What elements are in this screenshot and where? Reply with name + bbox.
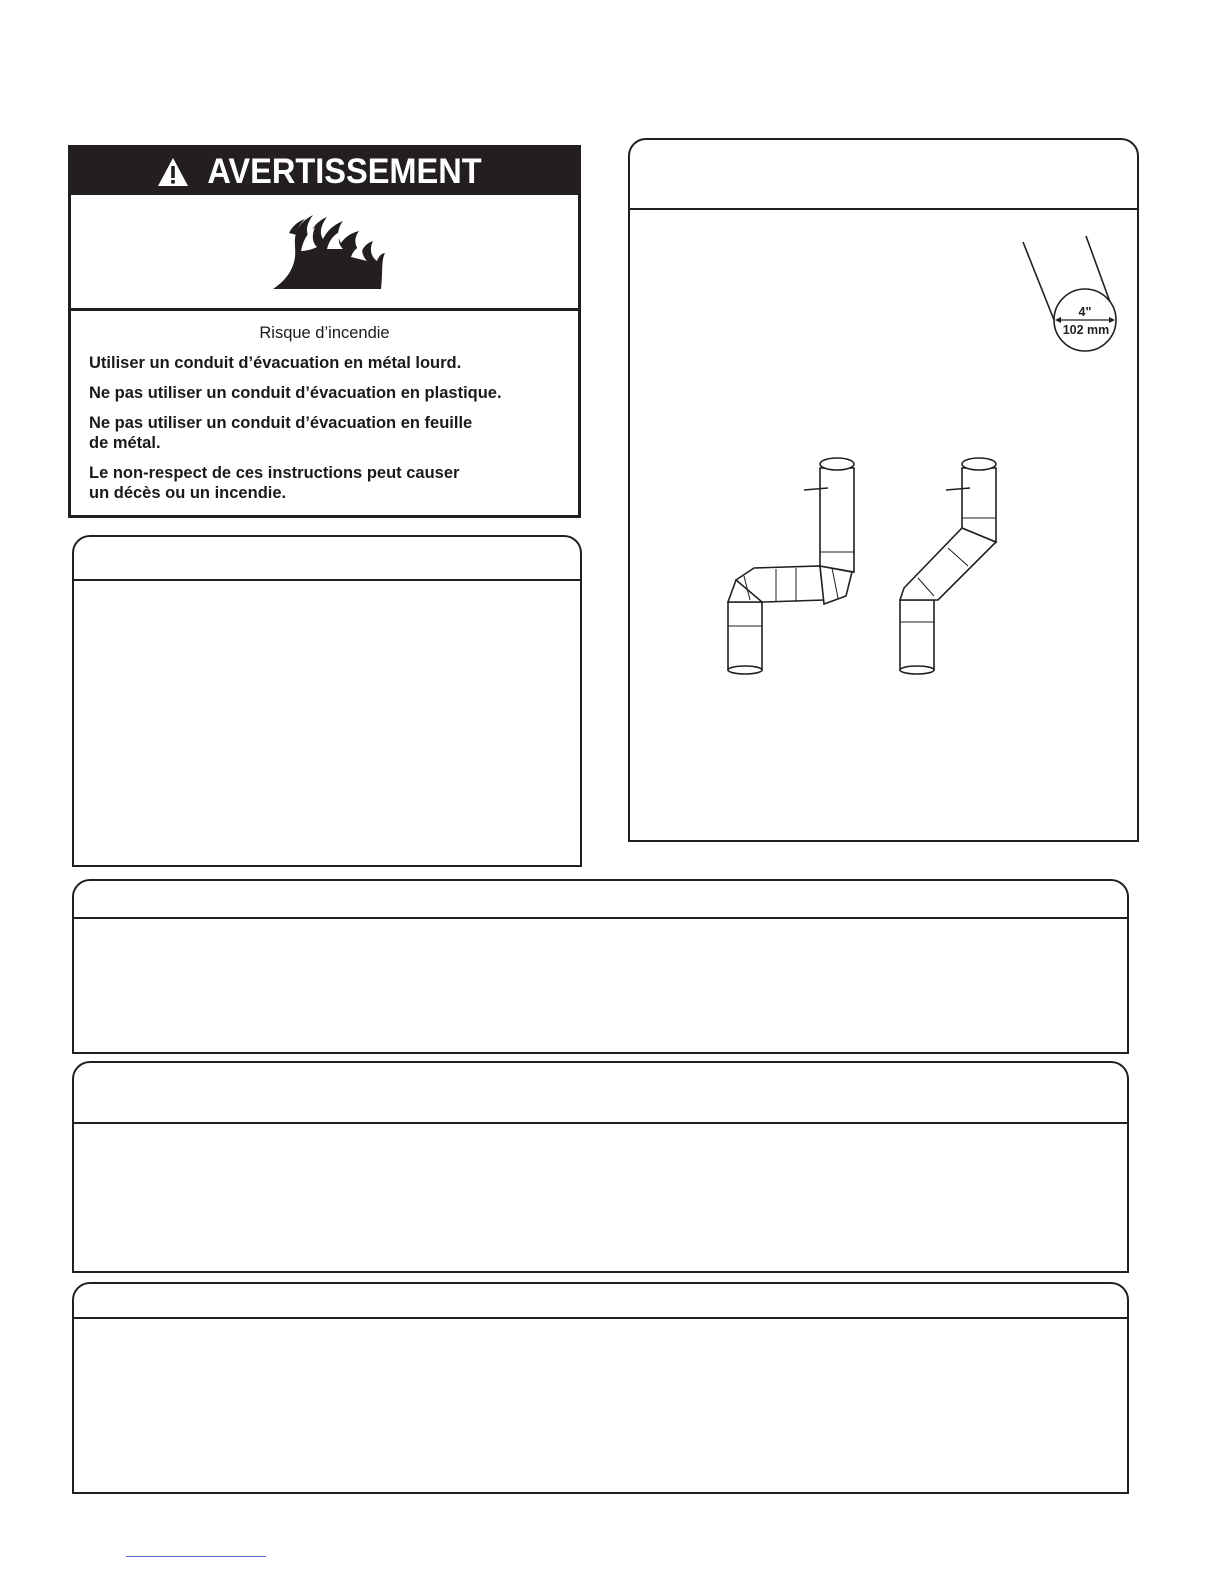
warning-line-3a: Ne pas utiliser un conduit d’évacuation en feuille (89, 414, 473, 432)
section-header-rule (74, 1122, 1127, 1124)
section-box-3 (72, 1282, 1129, 1494)
section-header-rule (74, 1317, 1127, 1319)
diameter-inches: 4" (1078, 305, 1092, 319)
section-box-left (72, 535, 582, 867)
warning-line-4a: Le non-respect de ces instructions peut causer (89, 464, 460, 482)
warning-text (71, 311, 578, 503)
section-box-2 (72, 1061, 1129, 1273)
duct-offset-right (900, 458, 996, 674)
section-box-1 (72, 879, 1129, 1054)
warning-line-3 (89, 413, 560, 453)
risk-title: Risque d’incendie (259, 324, 390, 342)
fire-pictogram (71, 195, 578, 311)
fire-icon (271, 211, 386, 291)
warning-line-3b: de métal. (89, 434, 161, 452)
duct-diagram (628, 138, 1138, 842)
diameter-mm: 102 mm (1062, 323, 1110, 337)
footer-link-line (126, 1556, 266, 1557)
section-header-rule (74, 579, 580, 581)
warning-triangle-icon (157, 157, 189, 187)
warning-line-4 (89, 463, 560, 503)
section-header-rule (74, 917, 1127, 919)
warning-line-2: Ne pas utiliser un conduit d’évacuation en plastique. (89, 384, 502, 402)
warning-header (71, 148, 578, 195)
warning-label (68, 145, 581, 518)
warning-title: AVERTISSEMENT (207, 152, 482, 191)
warning-line-4b: un décès ou un incendie. (89, 484, 287, 502)
duct-offset-left (728, 458, 854, 674)
warning-line-1: Utiliser un conduit d’évacuation en métal lourd. (89, 354, 462, 372)
